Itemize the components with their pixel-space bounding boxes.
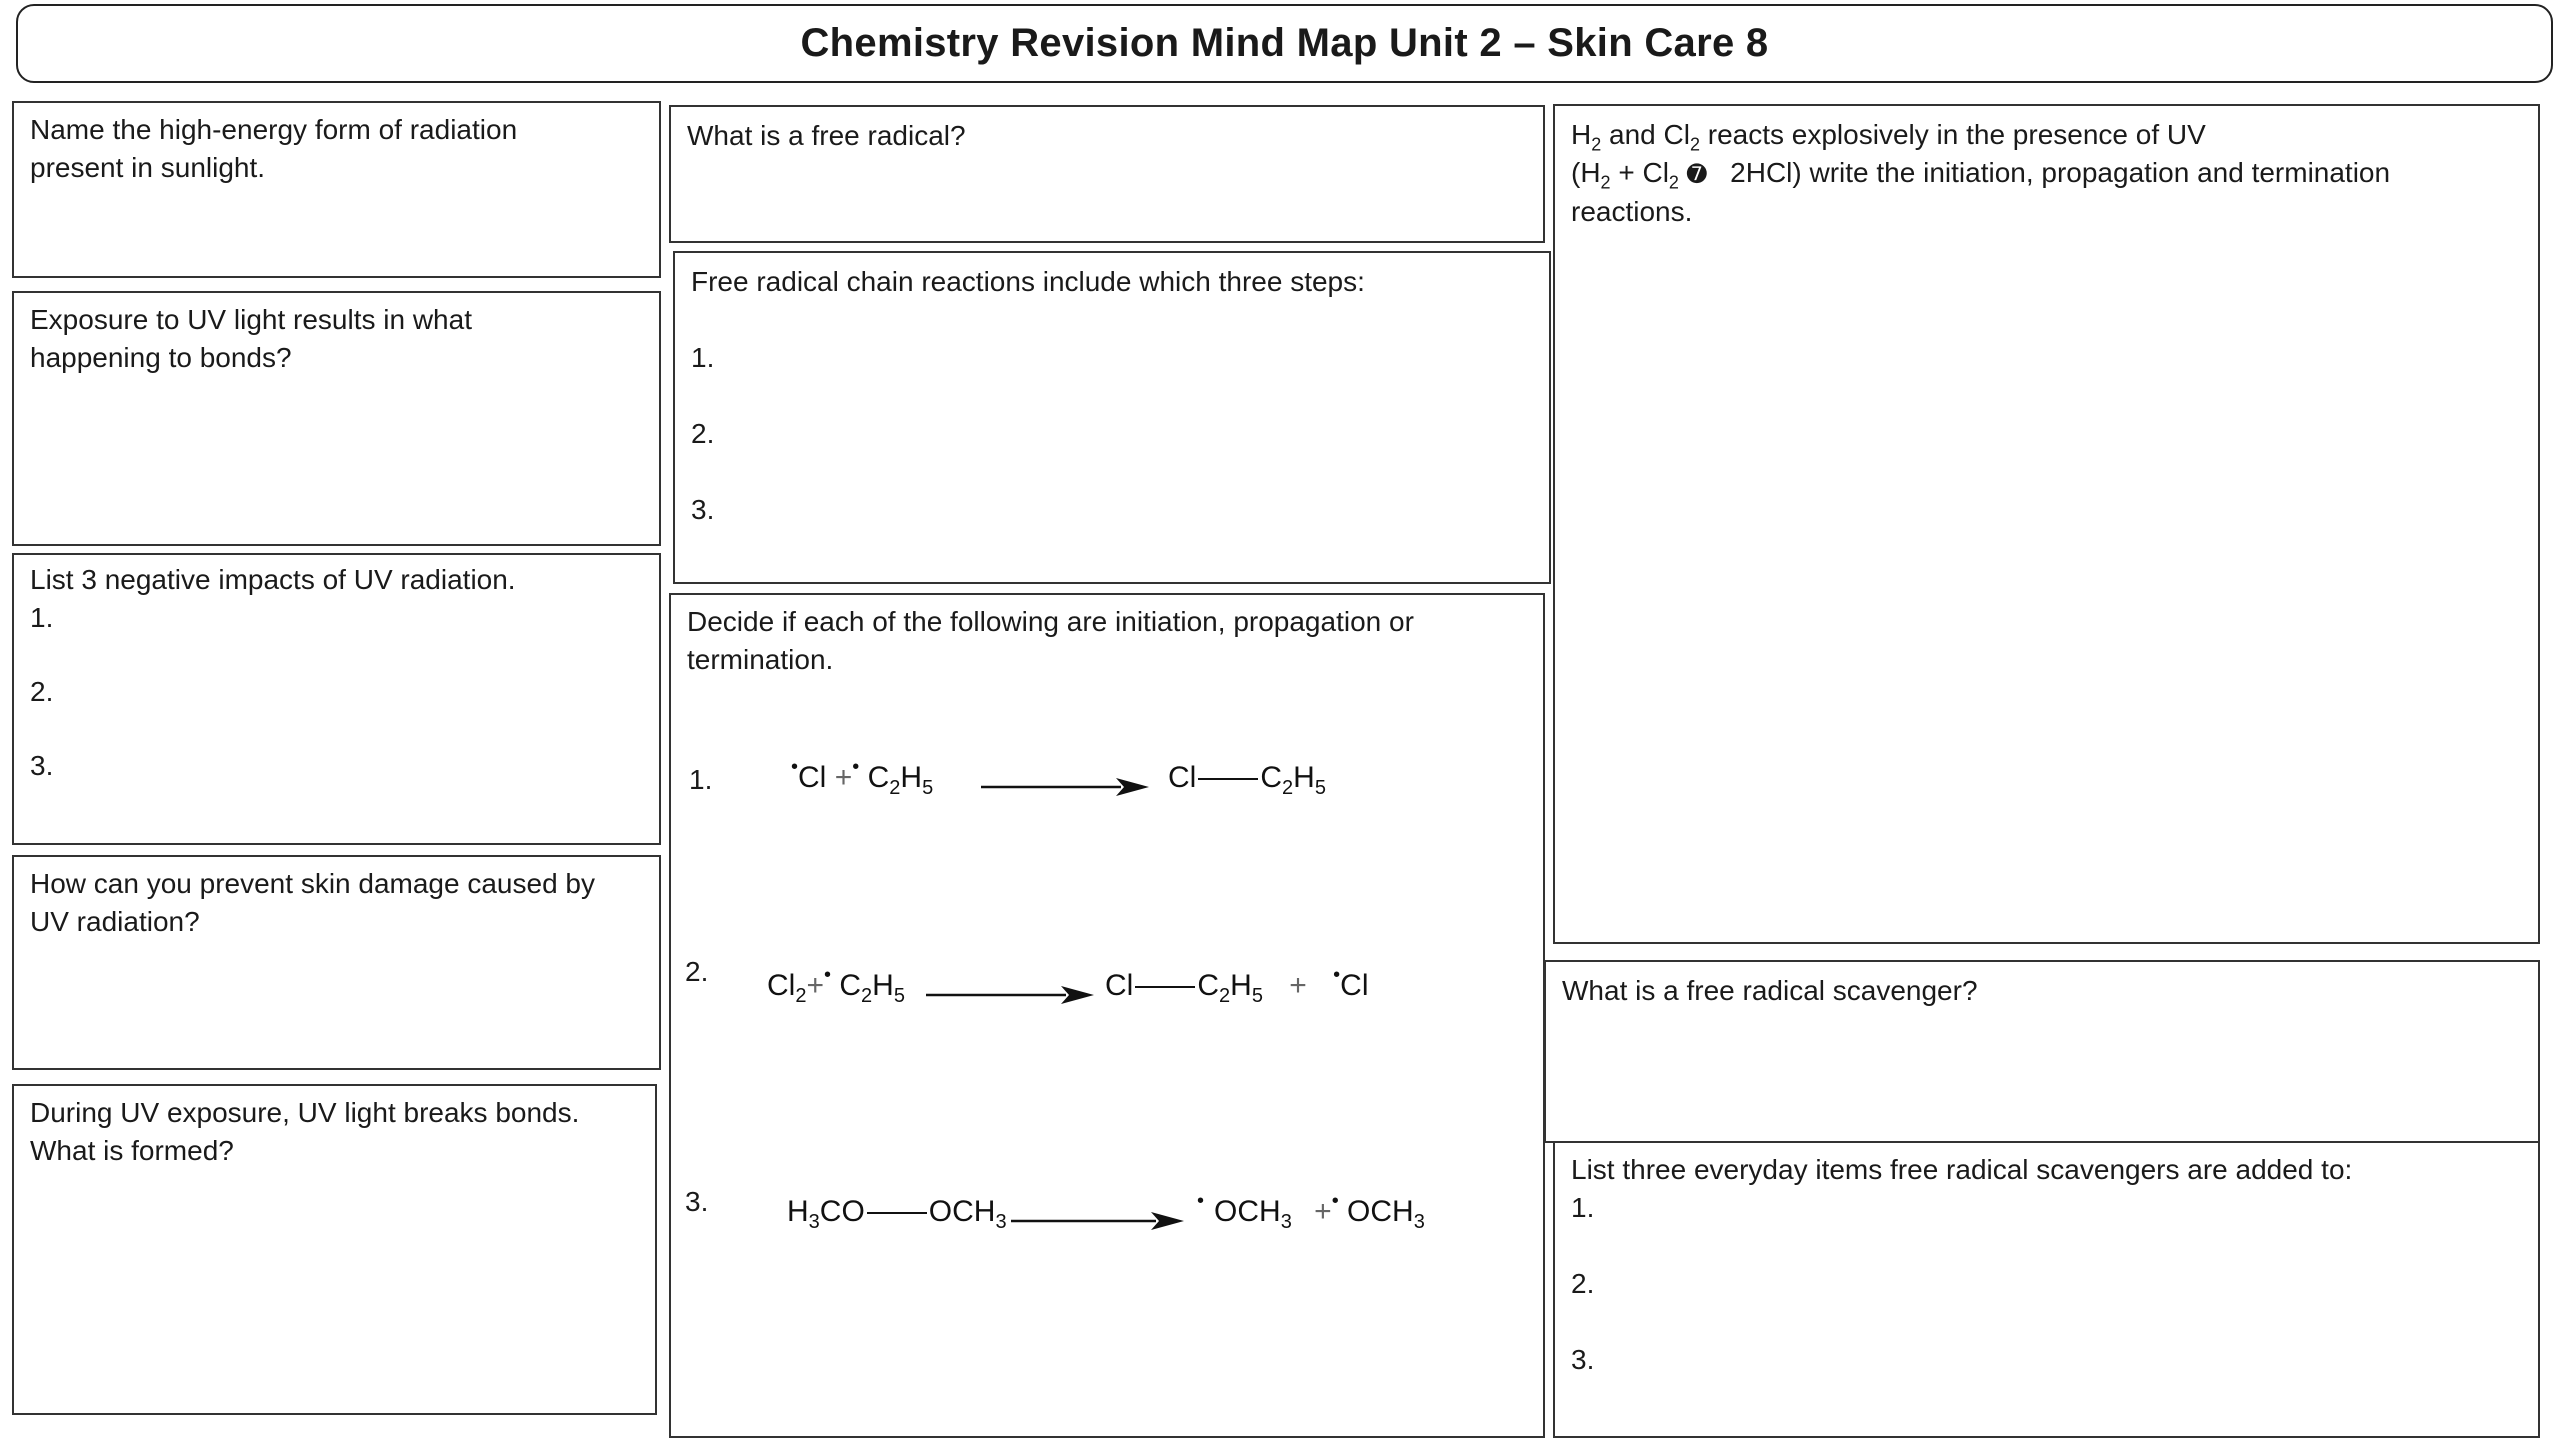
question-text: Name the high-energy form of radiation present in sunlight. [30,114,525,183]
list-item: 2. [1571,1268,1595,1299]
reaction-3-equation: $H_3CO$ $OCH_3$ [787,1195,1007,1233]
list-item: 1. [1571,1192,1595,1223]
question-box-h2-cl2-reaction[interactable] [1553,104,2540,944]
question-box-negative-impacts[interactable] [12,553,661,845]
question-text: What is a free radical? [687,120,966,151]
reaction-number: 1. [689,764,713,795]
reaction-arrow-icon [926,985,1096,1005]
reaction-2-products: Cl $C_2H_5 + ^•Cl$ [1105,964,1369,1007]
plus-sign: + [834,761,853,794]
question-text: Free radical chain reactions include which three steps: [691,266,1365,297]
question-line-1: $H_2$ and $Cl_2$ reacts explosively in the presence of UV [1571,119,2206,155]
list-item: 3. [691,494,715,525]
list-item: 3. [30,750,54,781]
question-box-free-radical[interactable] [669,105,1545,243]
arrow-symbol-icon: ➐ [1686,160,1707,188]
question-line-2: ($H_2 + Cl_2$ ➐ 2HCl) write the initiation, propagation and termination [1571,157,2391,193]
question-box-classify-reactions[interactable] [669,593,1545,1438]
question-text: What is a free radical scavenger? [1562,975,1978,1006]
question-text: Decide if each of the following are initiation, propagation or termination. [687,606,1422,675]
question-box-everyday-items[interactable] [1553,1141,2540,1438]
question-box-bond-exposure[interactable] [12,291,661,546]
list-item: 1. [691,342,715,373]
question-line-3: reactions. [1571,196,1693,227]
list-item: 1. [30,602,54,633]
page-title: Chemistry Revision Mind Map Unit 2 – Skin Care 8 [800,21,1769,65]
question-text: Exposure to UV light results in what happening to bonds? [30,304,480,373]
reaction-arrow-icon [981,777,1151,797]
reaction-1-product: Cl $C_2H_5$ [1168,761,1326,799]
reaction-arrow-icon [1011,1211,1186,1231]
list-item: 2. [691,418,715,449]
reaction-number: 2. [685,956,709,987]
list-item: 3. [1571,1344,1595,1375]
question-box-scavenger[interactable] [1544,960,2540,1143]
question-text: During UV exposure, UV light breaks bonds. What is formed? [30,1097,588,1166]
question-box-prevent-damage[interactable] [12,855,661,1070]
list-item: 2. [30,676,54,707]
title-banner [16,4,2553,83]
reaction-3-products: • $OCH_3 +^•$ $OCH_3$ [1197,1190,1425,1233]
reaction-2-equation: $Cl_2+^•$ $C_2H_5$ [767,964,905,1007]
question-text: List three everyday items free radical scavengers are added to: [1571,1154,2353,1185]
reaction-1-equation: •Cl +• $C_2H_5$ [791,756,934,799]
reactant-chlorine: Cl [798,761,827,794]
question-box-chain-steps[interactable] [673,251,1551,584]
reactant-ethyl: $C_2H_5$ [867,761,934,799]
reaction-number: 3. [685,1186,709,1217]
question-text: List 3 negative impacts of UV radiation. [30,564,516,595]
question-box-what-is-formed[interactable] [12,1084,657,1415]
question-box-uv-radiation[interactable] [12,101,661,278]
question-text: How can you prevent skin damage caused by UV radiation? [30,868,603,937]
